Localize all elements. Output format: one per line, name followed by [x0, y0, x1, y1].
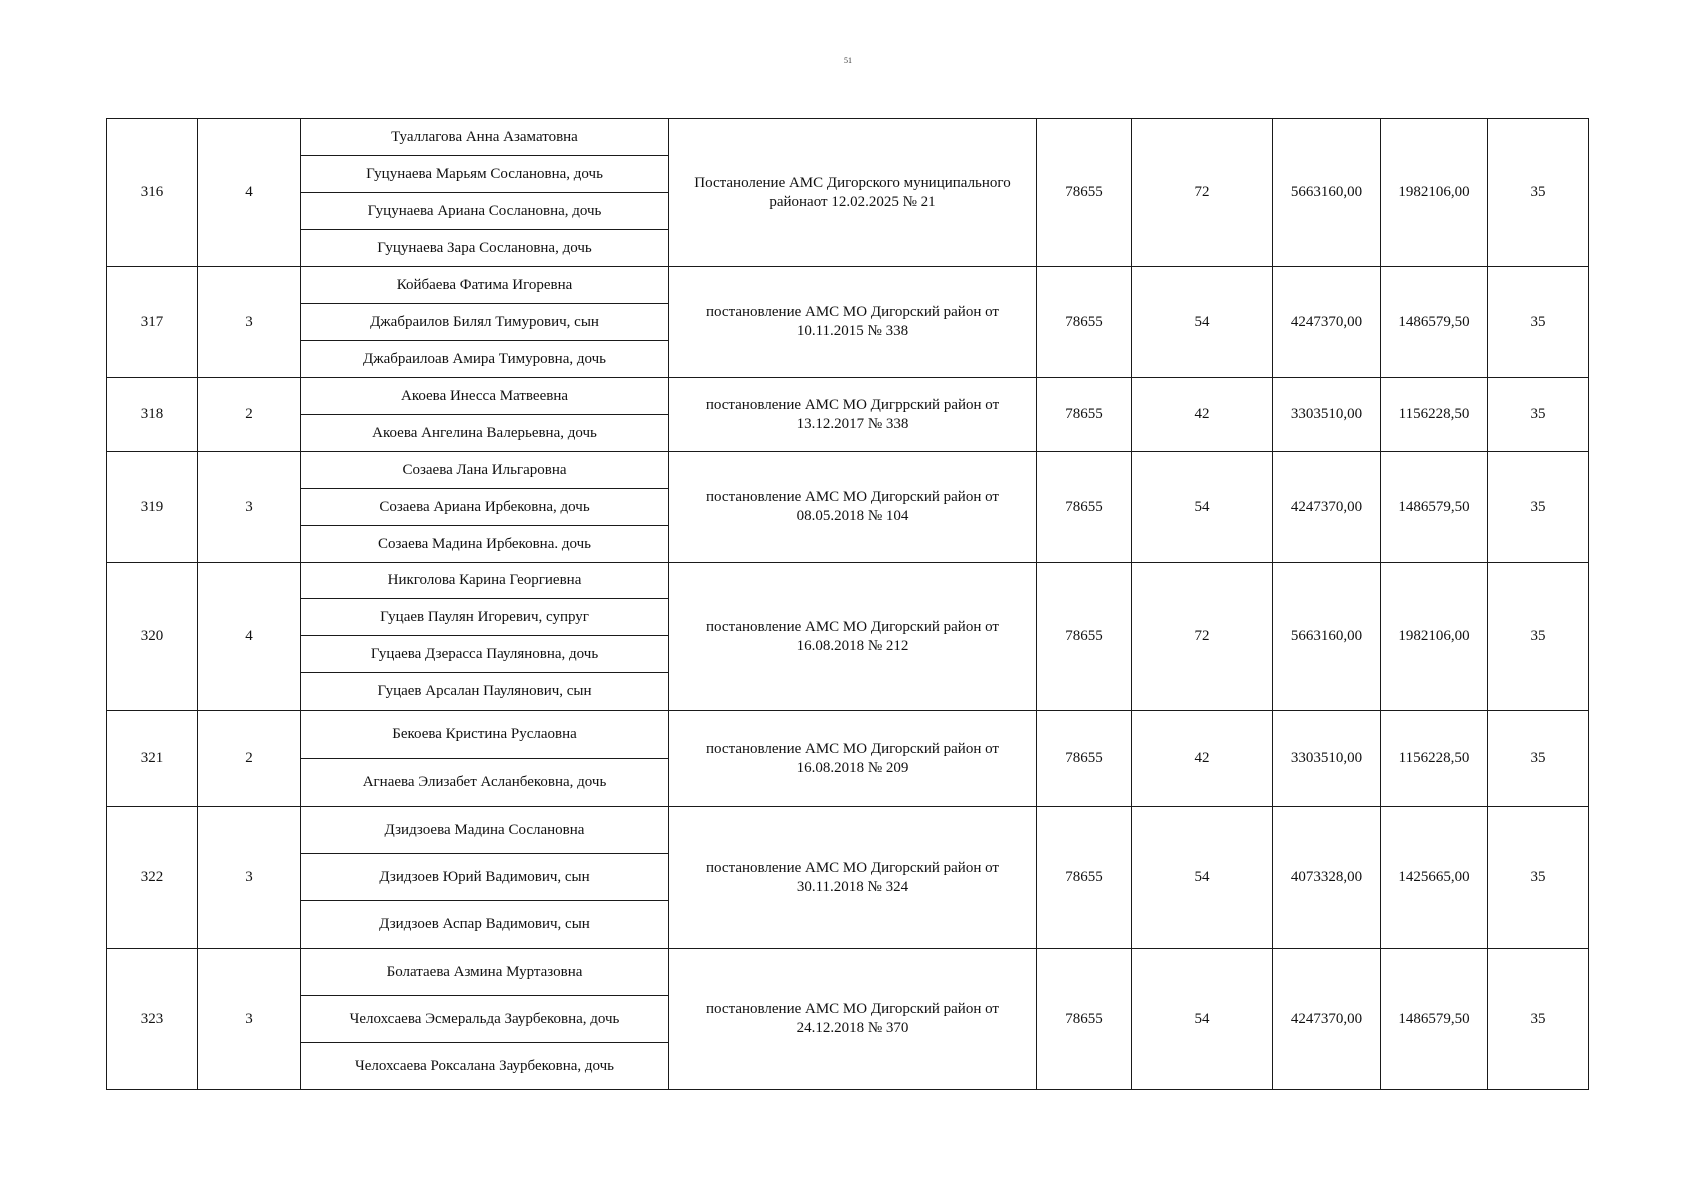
member-name-cell: Гуцаев Паулян Игоревич, супруг [301, 599, 669, 636]
table-row [107, 452, 1589, 489]
member-name-cell: Джабраилов Билял Тимурович, сын [301, 304, 669, 341]
record-number-cell: 319 [107, 452, 198, 563]
decree-cell: постановление АМС МО Дигррский район от 13.12.2017 № 338 [669, 378, 1037, 452]
member-name-cell: Гуцаев Арсалан Паулянович, сын [301, 673, 669, 711]
subsidy-percent-cell: 35 [1488, 807, 1589, 949]
family-size-cell: 2 [198, 711, 301, 807]
total-cost-cell: 5663160,00 [1273, 563, 1381, 711]
family-size-cell: 3 [198, 807, 301, 949]
total-cost-cell: 4247370,00 [1273, 949, 1381, 1090]
decree-cell: Постаноление АМС Дигорского муниципального районаот 12.02.2025 № 21 [669, 119, 1037, 267]
member-name-cell: Туаллагова Анна Азаматовна [301, 119, 669, 156]
member-name-cell: Дзидзоева Мадина Сослановна [301, 807, 669, 854]
registry-table [106, 118, 1589, 1090]
table-row [107, 267, 1589, 304]
family-size-cell: 4 [198, 563, 301, 711]
member-name-cell: Гуцунаева Зара Сослановна, дочь [301, 230, 669, 267]
table-row [107, 949, 1589, 996]
member-name-cell: Созаева Лана Ильгаровна [301, 452, 669, 489]
area-norm-cell: 54 [1132, 807, 1273, 949]
area-norm-cell: 54 [1132, 949, 1273, 1090]
member-name-cell: Бекоева Кристина Руслаовна [301, 711, 669, 759]
subsidy-amount-cell: 1156228,50 [1381, 711, 1488, 807]
price-per-sqm-cell: 78655 [1037, 119, 1132, 267]
subsidy-percent-cell: 35 [1488, 378, 1589, 452]
page-number: 51 [844, 56, 852, 65]
area-norm-cell: 54 [1132, 452, 1273, 563]
table-row [107, 807, 1589, 854]
area-norm-cell: 42 [1132, 711, 1273, 807]
area-norm-cell: 72 [1132, 563, 1273, 711]
price-per-sqm-cell: 78655 [1037, 807, 1132, 949]
table-row [107, 119, 1589, 156]
area-norm-cell: 54 [1132, 267, 1273, 378]
record-number-cell: 323 [107, 949, 198, 1090]
price-per-sqm-cell: 78655 [1037, 267, 1132, 378]
table-row [107, 563, 1589, 599]
record-number-cell: 317 [107, 267, 198, 378]
subsidy-amount-cell: 1982106,00 [1381, 563, 1488, 711]
record-number-cell: 320 [107, 563, 198, 711]
subsidy-percent-cell: 35 [1488, 949, 1589, 1090]
decree-cell: постановление АМС МО Дигорский район от 24.12.2018 № 370 [669, 949, 1037, 1090]
subsidy-percent-cell: 35 [1488, 563, 1589, 711]
price-per-sqm-cell: 78655 [1037, 949, 1132, 1090]
member-name-cell: Агнаева Элизабет Асланбековна, дочь [301, 759, 669, 807]
member-name-cell: Челохсаева Эсмеральда Заурбековна, дочь [301, 996, 669, 1043]
decree-cell: постановление АМС МО Дигорский район от 10.11.2015 № 338 [669, 267, 1037, 378]
total-cost-cell: 4247370,00 [1273, 267, 1381, 378]
subsidy-percent-cell: 35 [1488, 711, 1589, 807]
subsidy-amount-cell: 1486579,50 [1381, 267, 1488, 378]
family-size-cell: 3 [198, 949, 301, 1090]
subsidy-amount-cell: 1486579,50 [1381, 452, 1488, 563]
decree-cell: постановление АМС МО Дигорский район от 16.08.2018 № 212 [669, 563, 1037, 711]
subsidy-amount-cell: 1486579,50 [1381, 949, 1488, 1090]
decree-cell: постановление АМС МО Дигорский район от 30.11.2018 № 324 [669, 807, 1037, 949]
area-norm-cell: 72 [1132, 119, 1273, 267]
total-cost-cell: 3303510,00 [1273, 711, 1381, 807]
subsidy-percent-cell: 35 [1488, 267, 1589, 378]
member-name-cell: Созаева Ариана Ирбековна, дочь [301, 489, 669, 526]
member-name-cell: Койбаева Фатима Игоревна [301, 267, 669, 304]
table-row [107, 378, 1589, 415]
subsidy-amount-cell: 1982106,00 [1381, 119, 1488, 267]
member-name-cell: Джабраилоав Амира Тимуровна, дочь [301, 341, 669, 378]
subsidy-amount-cell: 1425665,00 [1381, 807, 1488, 949]
record-number-cell: 321 [107, 711, 198, 807]
price-per-sqm-cell: 78655 [1037, 711, 1132, 807]
record-number-cell: 318 [107, 378, 198, 452]
family-size-cell: 3 [198, 267, 301, 378]
member-name-cell: Акоева Инесса Матвеевна [301, 378, 669, 415]
subsidy-percent-cell: 35 [1488, 452, 1589, 563]
member-name-cell: Созаева Мадина Ирбековна. дочь [301, 526, 669, 563]
member-name-cell: Дзидзоев Аспар Вадимович, сын [301, 901, 669, 949]
family-size-cell: 3 [198, 452, 301, 563]
total-cost-cell: 3303510,00 [1273, 378, 1381, 452]
total-cost-cell: 4073328,00 [1273, 807, 1381, 949]
member-name-cell: Гуцаева Дзерасса Пауляновна, дочь [301, 636, 669, 673]
member-name-cell: Гуцунаева Ариана Сослановна, дочь [301, 193, 669, 230]
member-name-cell: Дзидзоев Юрий Вадимович, сын [301, 854, 669, 901]
table-row [107, 711, 1589, 759]
record-number-cell: 322 [107, 807, 198, 949]
family-size-cell: 4 [198, 119, 301, 267]
member-name-cell: Челохсаева Роксалана Заурбековна, дочь [301, 1043, 669, 1090]
area-norm-cell: 42 [1132, 378, 1273, 452]
member-name-cell: Никголова Карина Георгиевна [301, 563, 669, 599]
member-name-cell: Болатаева Азмина Муртазовна [301, 949, 669, 996]
subsidy-amount-cell: 1156228,50 [1381, 378, 1488, 452]
subsidy-percent-cell: 35 [1488, 119, 1589, 267]
decree-cell: постановление АМС МО Дигорский район от 16.08.2018 № 209 [669, 711, 1037, 807]
family-size-cell: 2 [198, 378, 301, 452]
price-per-sqm-cell: 78655 [1037, 563, 1132, 711]
decree-cell: постановление АМС МО Дигорский район от 08.05.2018 № 104 [669, 452, 1037, 563]
price-per-sqm-cell: 78655 [1037, 452, 1132, 563]
member-name-cell: Гуцунаева Марьям Сослановна, дочь [301, 156, 669, 193]
total-cost-cell: 5663160,00 [1273, 119, 1381, 267]
member-name-cell: Акоева Ангелина Валерьевна, дочь [301, 415, 669, 452]
price-per-sqm-cell: 78655 [1037, 378, 1132, 452]
registry-sheet [106, 118, 1588, 1090]
total-cost-cell: 4247370,00 [1273, 452, 1381, 563]
record-number-cell: 316 [107, 119, 198, 267]
